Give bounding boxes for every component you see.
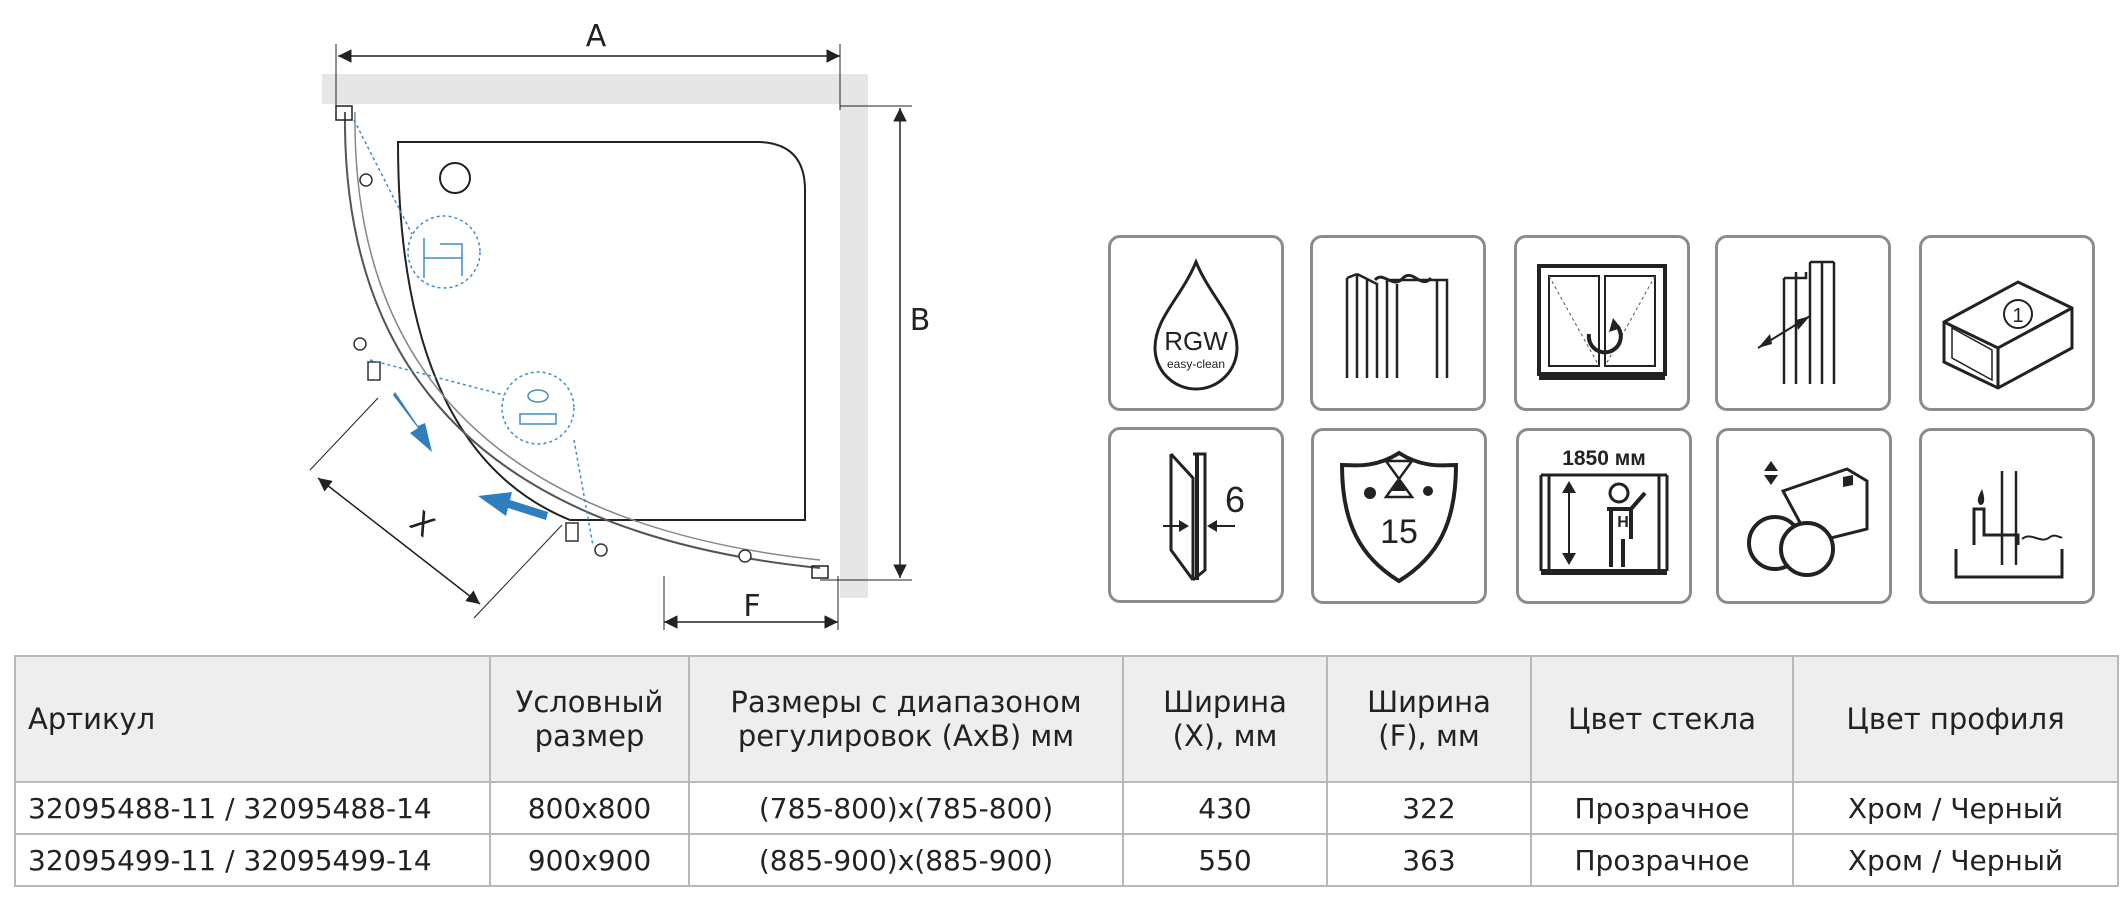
header-article: Артикул [15,656,490,782]
wall-profile-adjustment-icon [1715,235,1891,411]
cell-dimensions-range: (785-800)x(785-800) [689,782,1123,834]
header-nominal-size: Условный размер [490,656,689,782]
detail-callout-roller [502,372,574,444]
specs-table [14,655,2119,887]
cell-width-f: 322 [1327,782,1531,834]
dimension-x-label: X [402,504,441,545]
dimension-b-label: B [909,303,931,338]
table-header-row [15,656,2118,782]
dimension-x-line [318,478,480,604]
drain [440,163,470,193]
door-slide-arrow-right [478,492,548,520]
dimension-a-label: A [585,19,607,54]
door-reversible-icon [1514,235,1690,411]
cell-nominal-size: 900x900 [490,834,689,886]
dimension-f-label: F [743,589,761,624]
cell-profile-color: Хром / Черный [1793,782,2118,834]
height-icon [1516,428,1692,604]
profile-seal-icon [1310,235,1486,411]
cell-article: 32095499-11 / 32095499-14 [15,834,490,886]
rgw-easy-clean-icon [1108,235,1284,411]
roller-mechanism-icon [1716,428,1892,604]
table-row [15,782,2118,834]
svg-text:H: H [1617,514,1629,531]
svg-text:15: 15 [1380,513,1418,551]
cell-width-f: 363 [1327,834,1531,886]
header-width-f: Ширина (F), мм [1327,656,1531,782]
package-box-icon [1919,235,2095,411]
svg-text:RGW: RGW [1164,326,1228,356]
shower-enclosure-diagram [0,0,1100,640]
header-glass-color: Цвет стекла [1531,656,1793,782]
header-width-x: Ширина (X), мм [1123,656,1327,782]
cell-dimensions-range: (885-900)x(885-900) [689,834,1123,886]
glass-thickness-icon [1108,427,1284,603]
cell-width-x: 550 [1123,834,1327,886]
svg-text:easy-clean: easy-clean [1166,357,1226,371]
shower-tray [398,142,805,520]
cell-profile-color: Хром / Черный [1793,834,2118,886]
table-row [15,834,2118,886]
svg-text:6: 6 [1224,479,1246,520]
door-slide-arrow-left [393,392,432,452]
svg-text:1: 1 [2012,305,2024,327]
water-seal-icon [1919,428,2095,604]
cell-width-x: 430 [1123,782,1327,834]
back-wall [322,74,868,104]
cell-glass-color: Прозрачное [1531,834,1793,886]
cell-glass-color: Прозрачное [1531,782,1793,834]
warranty-shield-icon [1311,428,1487,604]
cell-article: 32095488-11 / 32095488-14 [15,782,490,834]
header-profile-color: Цвет профиля [1793,656,2118,782]
side-wall [840,74,868,598]
detail-callout-profile [408,216,480,288]
svg-text:1850 мм: 1850 мм [1562,447,1646,470]
cell-nominal-size: 800x800 [490,782,689,834]
header-dimensions-range: Размеры с диапазоном регулировок (AxB) мм [689,656,1123,782]
